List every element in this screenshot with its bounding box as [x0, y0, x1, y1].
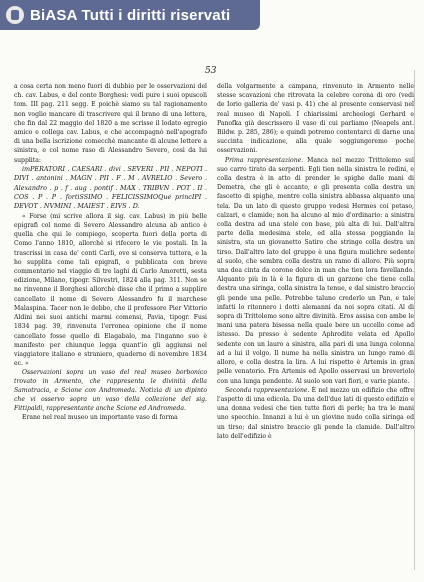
right-paragraph-3-lead: Seconda rappresentazione. [225, 386, 310, 394]
left-paragraph-3: Erane nel real museo un importante vaso di forma [22, 414, 178, 422]
right-paragraph-2-lead: Prima rappresentazione. [225, 156, 304, 164]
section-heading: Osservazioni sopra un vaso del real museo borbonico trovato in Armento, che rappresenta le divinità della Samotracia, e Scione con Andromeda. Notizia di un dipinto che vi osservo sopra un vaso della collezione del sig. Fittipaldi, rappresentante anche Scione ed Andromeda. [14, 369, 207, 413]
right-paragraph-3-body: È nel mezzo un edifizio che offre l'aspetto di una edicola. Da una dell'due lati di questo edifizio e una donna vedesi che tien tutte fiori di perle; ha tra le mani uno specchio. Innanzi a lui è un giovine nudo colla siringa ed un tirso; dal sinistro braccio gli pende la clamide. Dall'altro lato dell'edifizio è [217, 386, 414, 440]
left-paragraph-1: a cosa certa non meno fuori di dubbio per le osservazioni del ch. cav. Labus, e del conte Borghesi: vedi pure i suoi opuscoli tom. III pag. 211 segg. E poichè siamo su tal ragionamento non voglio mancare di trascrivere qui il brano di una lettera, che fin dal 22 maggio del 1820 a me scrisse il lodato egregio amico e collega cav. Labus, e che accompagnò nell'apografo di una bella iscrizione comecchè mancante di alcune lettere a sinistra, e col nome raso di Alessandro Severo, così da lui supplita: [14, 83, 207, 164]
latin-inscription: imPERATORI . CAESARI . divi . SEVERI . PII . NEPOTI . DIVI . antonini . MAGN . PII . F . M . AVRELIO . Severo . Alexandro . p . f . aug . pontif . MAX . TRIBVN . POT . II . COS . P . P . fortiSSIMO . FELICISSIMOQue princIPI . DEVOT . NVMINI . MAIEST . EIVS . D. [14, 164, 207, 211]
library-logo-icon [6, 6, 24, 24]
right-paragraph-3 [217, 386, 414, 441]
copyright-banner [0, 0, 260, 30]
left-paragraph-2: « Forse (mi scrive allora il sig. cav. Labus) in più belle epigrafi col nome di Severo Alessandro alcuna ab antico è quella che qui le compiego, scoperta fuori della porta di Como l'anno 1810, allorchè si rifecero le vie postali. In la trascrissi in casa de' conti Carli, ove si conserva tuttora, e la ho supplita come tali epigrafi, e pubblicata con breve commentario nel viaggio di tre laghi di Carlo Amoretti, sesta edizione, Milano, tipogr. Silvestri, 1824 alla pag. 311. Non se ne rinvenne il Borghesi allorchè disse che il primo a supplire cancellato il nome di Severo Alessandro fu il marchese Malaspina. Tacer non le debbo, che il professore Pier Vittorio Aldini nei suoi antichi marmi comensi, Pavia, tipogr. Fusi 1834 pag. 39, rinvenuta l'erronea opinione che il nome cancellato fosse quello di Elagabalo, ma l'inganno suo è manifesto per chiunque legga quant'io gli aggiunsi nel viaggiatore italiano e straniero, quaderno di novembre 1834 ec. » [14, 212, 207, 368]
right-column [217, 82, 414, 441]
right-paragraph-2 [217, 156, 414, 386]
right-paragraph-2-body: Manca nel mezzo Trittolemo sul suo carro tirato da serpenti. Egli tien nella sinistra le redini, e colla destra è in atto di prender le spighe dalle mani di Demetra, che gli è accanto, e gli presenta colla destra un fascetto di spighe, mentre colla sinistra abbassa alquanto una tela. Da un lato di questo gruppo vedesi Hermes coi petaso, calzari, e clamide; non ha alcuno al mio d'ordinario: a sinistra colla destra ad una stele con base, più alta di lui. Dall'altra parte della medesima stele, ed alla stessa poggiando la sinistra, sta un giovanetto Satiro che stringe colla destra un tirso. Dall'altro lato del gruppo è una figura mulichre sedente al suolo, che sembra colla destra un ramo di alloro. Più sopra una dea cinta da corone dolce in man che tien lora favellando. Alquanto più in là è la figura di un garzone che tiene colla destra una siringa, colla sinistra la tenue, e dal sinistro braccio gli pende una pelle. Potrebbe taluno crederlo un Pan, e tale infatti lo ritennero i dotti alemanni da noi sopra citati. Al di sopra di Trittolemo sono altre divinità. Eros assisa con ambe le mani una patera bisessa nella quale bere un uccello come ad istesso. Da presso è sedente Aphrodite velata ed Apollo sedente con un lauro a sinistra, alla pari di una lunga colonna ad a lui il volgo. Il nume ha nella sinistra un lungo ramo di alloro, e colla destra la lira. A lui rispetto è Artemis in gran pelle venatorio. Fra Artemis ed Apollo osservasi un breveriolo con una lunga pendente. Al suolo son vari fiori, e varie piante. [217, 156, 414, 385]
banner-text: BiASA Tutti i diritti riservati [30, 6, 231, 24]
page-edge-line [414, 70, 415, 570]
left-column [14, 82, 207, 423]
right-paragraph-1: della volgarmente a campana, rinvenuto in Armento nelle stesse scavazioni che ritrovata la celebre corona di oro (vedi de Iorio galleria de' vasi p. 41) che al presente conservasi nel real museo di Napoli. I chiarissimi archeologi Gerhard e Panofka già descrissero il vaso di cui parliamo (Neapels ant. Bildw. p. 285, 286); e quindi potremo contentarci di darne una succinta indicazione, alla quale soggiungeremo poche osservazioni. [217, 83, 414, 155]
page-number: 53 [205, 66, 217, 76]
